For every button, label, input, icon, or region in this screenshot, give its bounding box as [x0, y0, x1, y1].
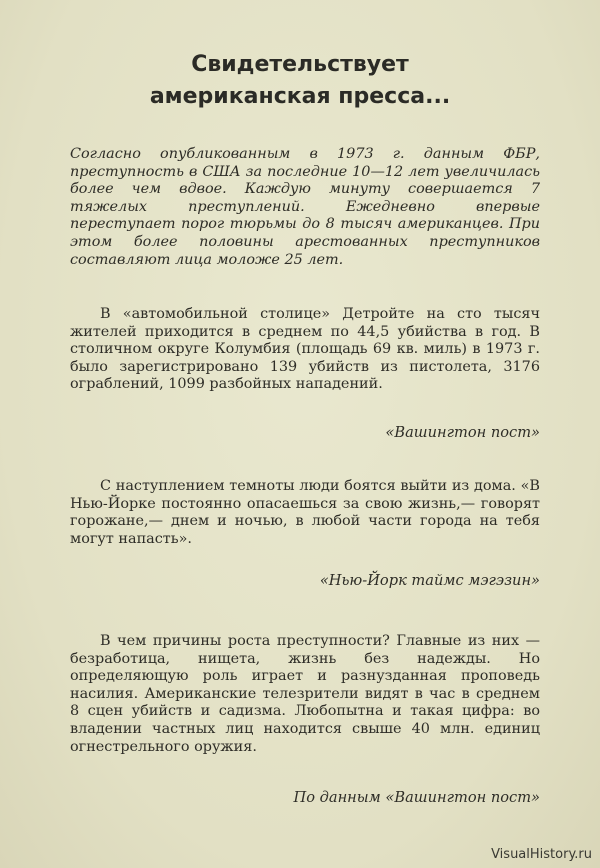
title-line-1: Свидетельствует	[191, 52, 409, 77]
source-ny-times-magazine: «Нью-Йорк таймс мэгэзин»	[319, 572, 540, 589]
lede-paragraph: Согласно опубликованным в 1973 г. данным ФБР, преступность в США за последние 10—12 лет увеличилась более чем вдвое. Каждую минуту совершается 7 тяжелых преступлений. Ежедневно впервые переступает порог тюрьмы до 8 тысяч американцев. При этом более половины арестованных преступников составляют лица моложе 25 лет.	[70, 146, 540, 268]
paragraph-causes: В чем причины роста преступности? Главные из них — безработица, нищета, жизнь без надежды. Но определяющую роль играет и разнузданная проповедь насилия. Американские телезрители видят в час в среднем 8 сцен убийств и садизма. Любопытна и такая цифра: во владении частных лиц находится свыше 40 млн. единиц огнестрельного оружия.	[70, 633, 540, 755]
title-line-2: американская пресса...	[149, 84, 451, 109]
source-washington-post: «Вашингтон пост»	[385, 424, 540, 441]
paragraph-detroit: В «автомобильной столице» Детройте на сто тысяч жителей приходится в среднем по 44,5 убийства в год. В столичном округе Колумбия (площадь 69 кв. миль) в 1973 г. было зарегистрировано 139 убийств из пистолета, 3176 ограблений, 1099 разбойных нападений.	[70, 306, 540, 393]
paragraph-new-york: С наступлением темноты люди боятся выйти из дома. «В Нью-Йорке постоянно опасаешься за свою жизнь,— говорят горожане,— днем и ночью, в любой части города на тебя могут напасть».	[70, 478, 540, 547]
source-per-washington-post: По данным «Вашингтон пост»	[293, 789, 540, 806]
watermark: VisualHistory.ru	[491, 847, 592, 862]
